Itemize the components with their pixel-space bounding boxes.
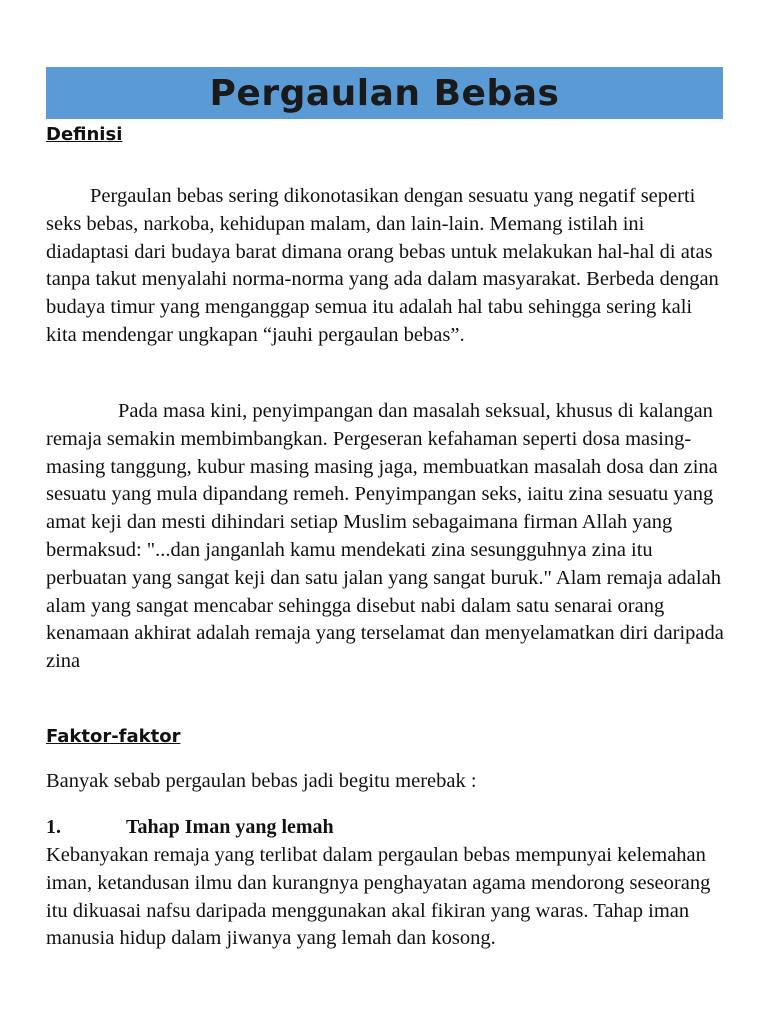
- title-banner: [46, 67, 723, 119]
- list-item-number: 1.: [46, 816, 61, 838]
- page-title: Pergaulan Bebas: [209, 72, 560, 114]
- definisi-paragraph-1: Pergaulan bebas sering dikonotasikan dengan sesuatu yang negatif seperti seks bebas, narkoba, kehidupan malam, dan lain-lain. Memang istilah ini diadaptasi dari budaya barat dimana orang bebas untuk melakukan hal-hal di atas tanpa takut menyalahi norma-norma yang ada dalam masyarakat. Berbeda dengan budaya timur yang menganggap semua itu adalah hal tabu sehingga sering kali kita mendengar ungkapan “jauhi pergaulan bebas”.: [46, 185, 719, 346]
- faktor-intro: Banyak sebab pergaulan bebas jadi begitu merebak :: [46, 770, 477, 792]
- faktor-heading: Faktor-faktor: [46, 726, 181, 747]
- list-item-title: Tahap Iman yang lemah: [126, 816, 334, 838]
- definisi-heading: Definisi: [46, 124, 123, 145]
- list-item-text: Kebanyakan remaja yang terlibat dalam pergaulan bebas mempunyai kelemahan iman, ketandusan ilmu dan kurangnya penghayatan agama mendorong seseorang itu dikuasai nafsu daripada menggunakan akal fikiran yang waras. Tahap iman manusia hidup dalam jiwanya yang lemah dan kosong.: [46, 844, 711, 950]
- definisi-paragraph-2: Pada masa kini, penyimpangan dan masalah seksual, khusus di kalangan remaja semakin membimbangkan. Pergeseran kefahaman seperti dosa masing-masing tanggung, kubur masing masing jaga, membuatkan masalah dosa dan zina sesuatu yang mula dipandang remeh. Penyimpangan seks, iaitu zina sesuatu yang amat keji dan mesti dihindari setiap Muslim sebagaimana firman Allah yang bermaksud: "...dan janganlah kamu mendekati zina sesungguhnya zina itu perbuatan yang sangat keji dan satu jalan yang sangat buruk." Alam remaja adalah alam yang sangat mencabar sehingga disebut nabi dalam satu senarai orang kenamaan akhirat adalah remaja yang terselamat dan menyelamatkan diri daripada zina: [46, 400, 724, 673]
- list-item-heading: [46, 816, 334, 839]
